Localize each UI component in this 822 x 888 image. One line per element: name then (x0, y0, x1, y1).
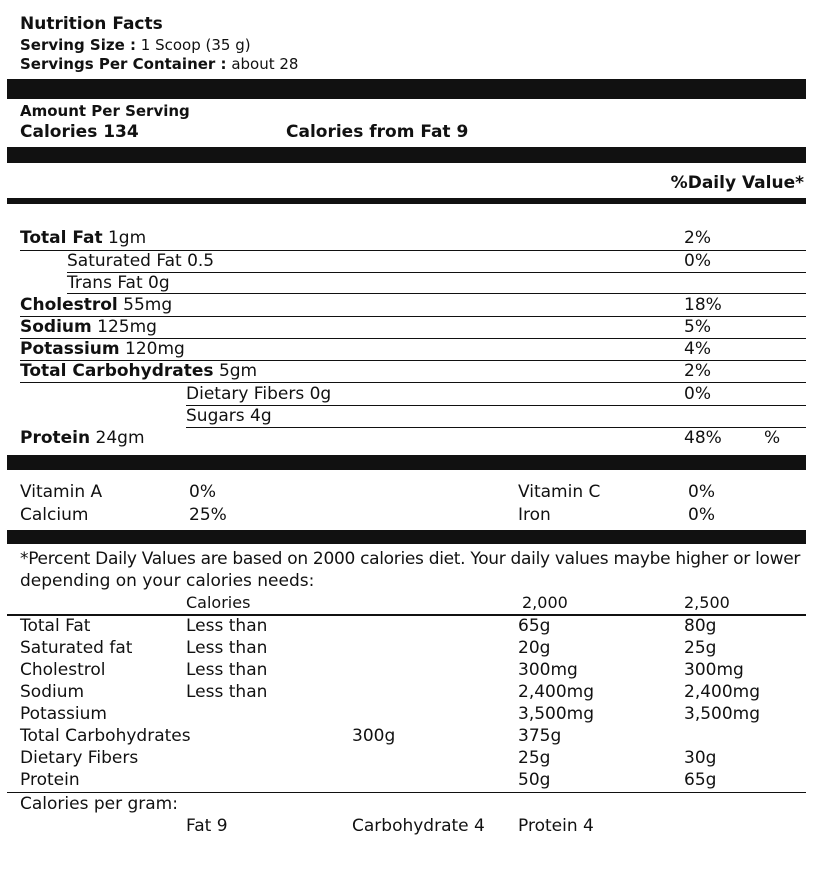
fn-c1: 375g (518, 726, 562, 746)
nutrient-dv: 0% (684, 251, 711, 271)
servings-label: Servings Per Container : (20, 55, 227, 73)
fn-name: Total Fat (20, 616, 91, 636)
serving-size-value: 1 Scoop (35 g) (140, 36, 251, 54)
nutrient-dv: 2% (684, 361, 711, 381)
fn-c1: 50g (518, 770, 551, 790)
fn-c2: 30g (684, 748, 717, 768)
fn-c1: 300mg (518, 660, 578, 680)
nutrient-name: Sodium (20, 317, 92, 337)
nutrient-dv: 0% (684, 384, 711, 404)
fn-c1: 65g (518, 616, 551, 636)
nutrient-total-fat (20, 230, 146, 247)
nutrient-extra: % (764, 428, 781, 448)
serving-size-label: Serving Size : (20, 36, 137, 54)
nutrient-name: Total Carbohydrates (20, 361, 214, 381)
vitamin-value: 0% (688, 482, 715, 502)
nutrient-amount: 125mg (97, 317, 157, 337)
calories: Calories 134 (20, 122, 139, 142)
calories-from-fat: Calories from Fat 9 (286, 122, 469, 142)
fn-c2: 65g (684, 770, 717, 790)
fn-name: Cholestrol (20, 660, 106, 680)
amount-heading: Amount Per Serving (20, 102, 190, 120)
fn-name: Sodium (20, 682, 85, 702)
row-divider (20, 382, 806, 383)
fn-name: Saturated fat (20, 638, 133, 658)
thick-divider (7, 79, 806, 99)
calories-2500-header: 2,500 (684, 593, 730, 612)
vitamin-name: Vitamin A (20, 482, 103, 502)
fn-c2: 300mg (684, 660, 744, 680)
fn-c2: 3,500mg (684, 704, 761, 724)
footnote-line-1: *Percent Daily Values are based on 2000 calories diet. Your daily values maybe higher or lower (20, 549, 801, 569)
nutrient-amount: 1gm (107, 228, 147, 248)
vitamin-value: 0% (688, 505, 715, 525)
fat-per-gram: Fat 9 (186, 816, 228, 836)
nutrient-dv: 18% (684, 295, 722, 315)
calories-per-gram-label: Calories per gram: (20, 794, 178, 814)
nutrient-cholestrol (20, 297, 172, 314)
serving-size (20, 38, 251, 53)
servings-value: about 28 (231, 55, 299, 73)
nutrient-trans-fat: Trans Fat 0g (67, 273, 170, 293)
thick-divider (7, 455, 806, 470)
vitamin-name: Vitamin C (518, 482, 601, 502)
vitamin-value: 0% (189, 482, 216, 502)
nutrient-dietary-fibers: Dietary Fibers 0g (186, 384, 332, 404)
nutrient-name: Protein (20, 428, 91, 448)
fn-name: Protein (20, 770, 80, 790)
fn-c2: 2,400mg (684, 682, 761, 702)
fn-cond: Less than (186, 638, 268, 658)
nutrient-dv: 5% (684, 317, 711, 337)
nutrient-name: Potassium (20, 339, 120, 359)
protein-per-gram: Protein 4 (518, 816, 594, 836)
fn-name: Dietary Fibers (20, 748, 139, 768)
row-divider (67, 293, 806, 294)
thick-divider (7, 147, 806, 163)
row-divider (67, 272, 806, 273)
calories-column-label: Calories (186, 593, 251, 612)
daily-value-heading: %Daily Value* (670, 173, 804, 193)
nutrient-name: Cholestrol (20, 295, 118, 315)
nutrient-protein (20, 430, 145, 447)
vitamin-name: Iron (518, 505, 551, 525)
nutrient-saturated-fat: Saturated Fat 0.5 (67, 251, 215, 271)
fn-c1: 25g (518, 748, 551, 768)
nutrient-potassium (20, 341, 185, 358)
nutrient-dv: 2% (684, 228, 711, 248)
vitamin-value: 25% (189, 505, 227, 525)
row-divider (186, 405, 806, 406)
fn-c1: 2,400mg (518, 682, 595, 702)
fn-name: Total Carbohydrates (20, 726, 191, 746)
label-title: Nutrition Facts (20, 14, 163, 34)
table-bottom-rule (7, 792, 806, 793)
servings-per-container (20, 57, 298, 72)
nutrient-sodium (20, 319, 157, 336)
fn-c2: 25g (684, 638, 717, 658)
footnote-line-2: depending on your calories needs: (20, 571, 315, 591)
fn-c1: 3,500mg (518, 704, 595, 724)
nutrient-amount: 120mg (125, 339, 185, 359)
fn-cond: Less than (186, 682, 268, 702)
fn-mid: 300g (352, 726, 396, 746)
nutrient-name: Total Fat (20, 228, 103, 248)
nutrient-dv: 48% (684, 428, 722, 448)
nutrient-dv: 4% (684, 339, 711, 359)
fn-cond: Less than (186, 616, 268, 636)
fn-c2: 80g (684, 616, 717, 636)
carbohydrate-per-gram: Carbohydrate 4 (352, 816, 485, 836)
thick-divider (7, 530, 806, 544)
nutrient-amount: 24gm (95, 428, 145, 448)
medium-divider (7, 198, 806, 204)
nutrient-sugars: Sugars 4g (186, 406, 272, 426)
nutrient-total-carbohydrates (20, 363, 257, 380)
nutrient-amount: 55mg (123, 295, 173, 315)
fn-c1: 20g (518, 638, 551, 658)
fn-name: Potassium (20, 704, 107, 724)
calories-2000-header: 2,000 (522, 593, 568, 612)
nutrient-amount: 5gm (218, 361, 258, 381)
fn-cond: Less than (186, 660, 268, 680)
vitamin-name: Calcium (20, 505, 89, 525)
